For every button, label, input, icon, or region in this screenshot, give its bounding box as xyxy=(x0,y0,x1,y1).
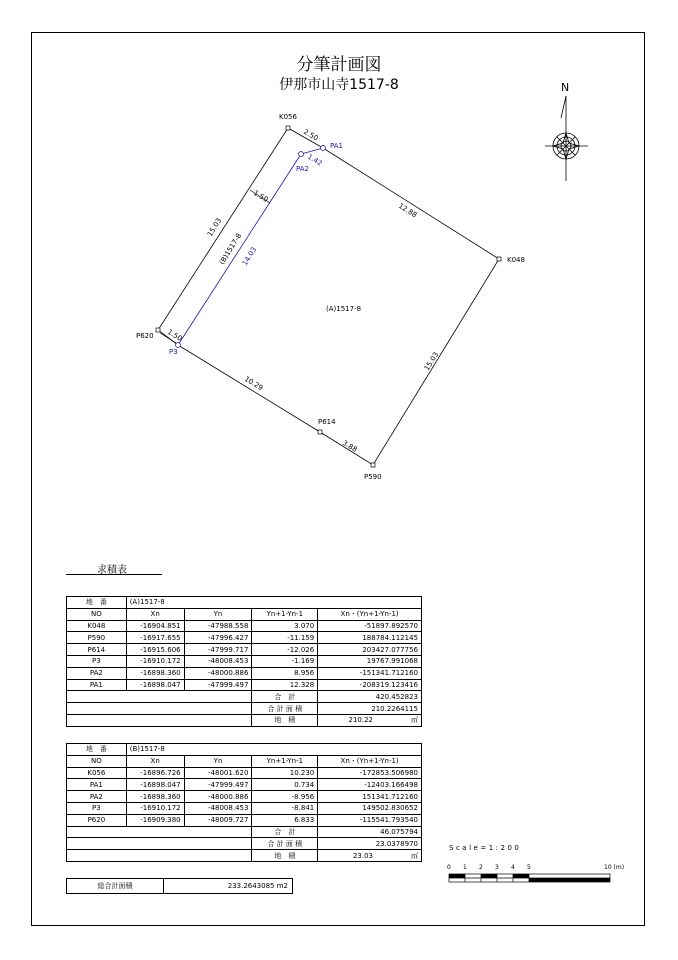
table-row xyxy=(67,655,422,667)
table-cell: 8.956 xyxy=(252,667,318,679)
area-table-a xyxy=(66,596,422,727)
table-cell: -16904.851 xyxy=(126,620,184,632)
table-cell: -47988.558 xyxy=(184,620,252,632)
point-marker-p3 xyxy=(176,343,181,348)
total-area-label: 総合計面積 xyxy=(67,879,164,893)
table-row xyxy=(67,644,422,656)
table-cell: -16896.726 xyxy=(126,767,184,779)
table-cell: -208319.123416 xyxy=(318,679,422,691)
area-row xyxy=(67,850,422,862)
table-cell: PA2 xyxy=(67,667,127,679)
table-row xyxy=(67,791,422,803)
point-marker-p590 xyxy=(371,463,375,467)
table-row xyxy=(67,679,422,691)
chiban-value: (B)1517-8 xyxy=(126,744,421,756)
label-pa2: PA2 xyxy=(296,165,310,173)
table-cell: 210.22 ㎡ xyxy=(318,714,422,726)
sum-row xyxy=(67,691,422,703)
table-row xyxy=(67,620,422,632)
table-cell: -16910.172 xyxy=(126,802,184,814)
table-cell: Yn xyxy=(184,755,252,767)
label-p614: P614 xyxy=(318,418,336,426)
table-cell: 地 積 xyxy=(252,850,318,862)
table-cell: PA1 xyxy=(67,679,127,691)
table-row xyxy=(67,744,422,756)
table-cell: -47999.497 xyxy=(184,779,252,791)
table-cell: Xn xyxy=(126,755,184,767)
table-cell: Yn xyxy=(184,608,252,620)
table-cell: -16910.172 xyxy=(126,655,184,667)
dist-p590-p614: 3.88 xyxy=(340,438,359,454)
scale-label: Scale=1:200 xyxy=(449,844,522,852)
table-cell: 151341.712160 xyxy=(318,791,422,803)
table-cell: -16898.360 xyxy=(126,667,184,679)
table-row xyxy=(67,597,422,609)
table-row xyxy=(67,767,422,779)
table-row xyxy=(67,779,422,791)
table-cell: -172853.506980 xyxy=(318,767,422,779)
table-cell: -16898.047 xyxy=(126,679,184,691)
label-parcel-b: (B)1517-8 xyxy=(217,232,244,267)
table-cell: -48009.727 xyxy=(184,814,252,826)
page-title: 分筆計画図 xyxy=(296,55,382,75)
table-cell: 10.230 xyxy=(252,767,318,779)
table-cell: -1.169 xyxy=(252,655,318,667)
chiban-label: 地 番 xyxy=(67,597,127,609)
dist-k048-p590: 15.03 xyxy=(422,350,441,373)
label-pa1: PA1 xyxy=(330,142,344,150)
table-cell: P590 xyxy=(67,632,127,644)
table-cell: -12.026 xyxy=(252,644,318,656)
table-cell: 6.833 xyxy=(252,814,318,826)
table-cell xyxy=(67,838,252,850)
table-cell: -151341.712160 xyxy=(318,667,422,679)
dist-pa1-k048: 12.88 xyxy=(396,201,419,220)
scale-tick-4: 4 xyxy=(511,864,515,871)
table-cell: 188784.112145 xyxy=(318,632,422,644)
table-cell: -115541.793540 xyxy=(318,814,422,826)
table-cell: -8.841 xyxy=(252,802,318,814)
table-cell: NO xyxy=(67,608,127,620)
table-cell: -48000.886 xyxy=(184,667,252,679)
table-cell: 3.070 xyxy=(252,620,318,632)
chiban-value: (A)1517-8 xyxy=(126,597,421,609)
table-cell: 210.2264115 xyxy=(318,703,422,715)
table-cell: -11.159 xyxy=(252,632,318,644)
table-cell: P3 xyxy=(67,802,127,814)
table-cell: Xn・(Yn+1-Yn-1) xyxy=(318,608,422,620)
dist-p620-k056: 15.03 xyxy=(205,216,224,239)
table-row xyxy=(67,667,422,679)
point-marker-k048 xyxy=(497,257,501,261)
double-area-row xyxy=(67,703,422,715)
label-p590: P590 xyxy=(364,473,382,481)
label-p620: P620 xyxy=(136,332,154,340)
table-row xyxy=(67,802,422,814)
table-cell: PA1 xyxy=(67,779,127,791)
dist-p3-p620: 1.50 xyxy=(165,327,184,343)
table-cell: -47996.427 xyxy=(184,632,252,644)
point-marker-pa1 xyxy=(321,146,326,151)
table-cell: -16915.606 xyxy=(126,644,184,656)
table-cell: -47999.717 xyxy=(184,644,252,656)
point-marker-p620 xyxy=(156,328,160,332)
dist-k056-pa1: 2.50 xyxy=(302,127,320,143)
table-cell: 149502.830652 xyxy=(318,802,422,814)
dist-p614-p3: 10.29 xyxy=(242,374,265,393)
area-row xyxy=(67,714,422,726)
table-cell: K048 xyxy=(67,620,127,632)
table-cell: 0.734 xyxy=(252,779,318,791)
table-cell: P614 xyxy=(67,644,127,656)
scale-bar xyxy=(447,864,624,882)
total-area-value: 233.2643085 m2 xyxy=(227,882,288,890)
table-cell: -16898.047 xyxy=(126,779,184,791)
table-cell: -12403.166498 xyxy=(318,779,422,791)
table-cell: 420.452823 xyxy=(318,691,422,703)
north-label: N xyxy=(561,81,570,94)
label-parcel-a: (A)1517-8 xyxy=(326,305,362,313)
heading-underline xyxy=(66,574,162,575)
table-cell: -48001.620 xyxy=(184,767,252,779)
table-cell: -48008.453 xyxy=(184,655,252,667)
scale-tick-0: 0 xyxy=(447,864,451,871)
table-cell: -16909.380 xyxy=(126,814,184,826)
area-table-heading: 求積表 xyxy=(97,565,127,576)
table-cell xyxy=(67,850,252,862)
label-p3: P3 xyxy=(169,348,178,356)
sum-row xyxy=(67,826,422,838)
point-marker-k056 xyxy=(286,126,290,130)
table-header-row xyxy=(67,755,422,767)
point-marker-pa2 xyxy=(299,152,304,157)
dist-pa2-p3: 14.03 xyxy=(240,245,259,268)
label-k048: K048 xyxy=(507,256,525,264)
table-cell: 合 計 面 積 xyxy=(252,838,318,850)
table-cell: Yn+1-Yn-1 xyxy=(252,755,318,767)
table-cell: 地 積 xyxy=(252,714,318,726)
table-cell: K056 xyxy=(67,767,127,779)
label-k056: K056 xyxy=(279,113,297,121)
table-cell: NO xyxy=(67,755,127,767)
table-cell: PA2 xyxy=(67,791,127,803)
scale-tick-1: 1 xyxy=(463,864,467,871)
table-cell: -48008.453 xyxy=(184,802,252,814)
table-cell: 46.075794 xyxy=(318,826,422,838)
table-cell: P3 xyxy=(67,655,127,667)
table-cell: Xn・(Yn+1-Yn-1) xyxy=(318,755,422,767)
table-cell: 23.0378970 xyxy=(318,838,422,850)
table-cell xyxy=(67,691,252,703)
table-cell: P620 xyxy=(67,814,127,826)
table-cell xyxy=(67,714,252,726)
table-row xyxy=(67,632,422,644)
table-cell xyxy=(67,826,252,838)
table-row xyxy=(67,814,422,826)
table-cell: -48000.886 xyxy=(184,791,252,803)
table-cell: -8.956 xyxy=(252,791,318,803)
table-header-row xyxy=(67,608,422,620)
table-cell: -47999.497 xyxy=(184,679,252,691)
double-area-row xyxy=(67,838,422,850)
table-cell: Xn xyxy=(126,608,184,620)
table-cell: 23.03 ㎡ xyxy=(318,850,422,862)
table-cell: -16898.360 xyxy=(126,791,184,803)
total-area-box xyxy=(66,878,293,894)
scale-tick-10: 10 (m) xyxy=(604,864,625,871)
table-cell: 合 計 xyxy=(252,826,318,838)
dist-pa1-pa2: 1.42 xyxy=(306,152,324,168)
scale-tick-5: 5 xyxy=(527,864,531,871)
offset-dimension xyxy=(160,190,270,343)
chiban-label: 地 番 xyxy=(67,744,127,756)
table-cell: -16917.655 xyxy=(126,632,184,644)
area-table-b xyxy=(66,743,422,862)
table-cell: -51897.892570 xyxy=(318,620,422,632)
table-cell: Yn+1-Yn-1 xyxy=(252,608,318,620)
page-subtitle: 伊那市山寺1517-8 xyxy=(279,77,399,93)
north-arrow-icon xyxy=(545,81,588,181)
scale-tick-3: 3 xyxy=(495,864,499,871)
table-cell: 12.328 xyxy=(252,679,318,691)
scale-tick-2: 2 xyxy=(479,864,483,871)
dist-offset: 1.50 xyxy=(251,188,270,204)
table-cell xyxy=(67,703,252,715)
table-cell: 19767.991068 xyxy=(318,655,422,667)
point-marker-p614 xyxy=(318,430,322,434)
table-cell: 203427.077756 xyxy=(318,644,422,656)
table-cell: 合 計 面 積 xyxy=(252,703,318,715)
table-cell: 合 計 xyxy=(252,691,318,703)
